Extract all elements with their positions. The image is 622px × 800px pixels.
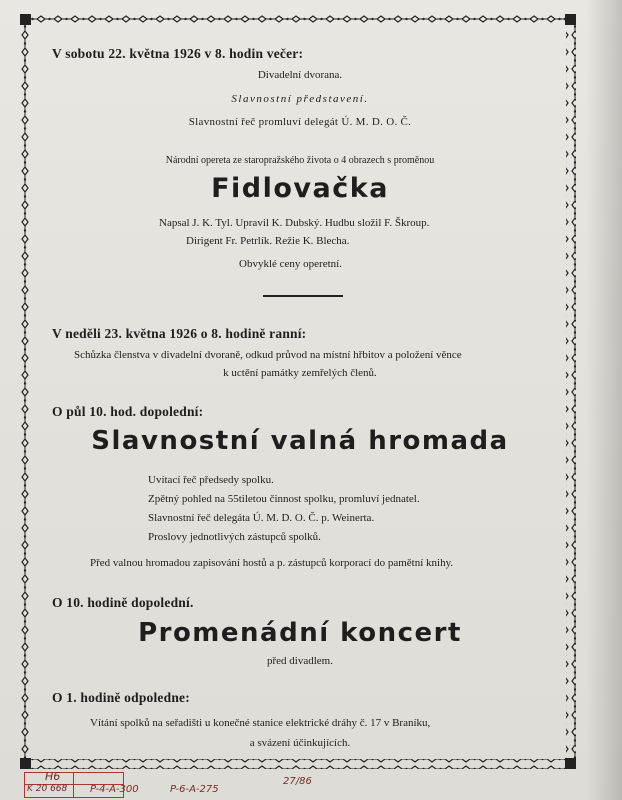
assembly-item-4: Proslovy jednotlivých zástupců spolků.	[148, 531, 321, 543]
stamp-number-top: H6	[45, 770, 61, 783]
credits-line-1: Napsal J. K. Tyl. Upravil K. Dubský. Hudbu složil F. Škroup.	[159, 217, 430, 229]
operetta-intro: Národní opereta ze staropražského života o 4 obrazech s proměnou	[165, 155, 435, 166]
welcome-line-1: Vítání spolků na seřadišti u konečné stanice elektrické dráhy č. 17 v Braníku,	[90, 717, 431, 729]
stamp-divider-vertical	[73, 773, 74, 797]
stamp-number-bottom: K 20 668	[27, 784, 68, 794]
section-heading-half-ten: O půl 10. hod. dopolední:	[52, 404, 204, 419]
section-heading-saturday: V sobotu 22. května 1926 v 8. hodin večer:	[52, 46, 304, 61]
handwritten-code-3: 27/86	[283, 776, 312, 787]
section-heading-one: O 1. hodině odpoledne:	[52, 690, 190, 705]
section-divider	[263, 295, 343, 297]
section-heading-ten: O 10. hodině dopolední.	[52, 595, 194, 610]
guestbook-note: Před valnou hromadou zapisování hostů a p. zástupců korporací do pamětní knihy.	[90, 557, 454, 569]
title-valna-hromada: Slavnostní valná hromada	[91, 426, 509, 456]
credits-line-2: Dirigent Fr. Petrlík. Režie K. Blecha.	[186, 235, 350, 247]
prices-note: Obvyklé ceny operetní.	[239, 258, 342, 270]
assembly-item-1: Uvítací řeč předsedy spolku.	[148, 474, 274, 486]
concert-location: před divadlem.	[267, 655, 333, 667]
assembly-item-2: Zpětný pohled na 55tiletou činnost spolku, promluví jednatel.	[148, 493, 420, 505]
handwritten-code-1: P-4-A-300	[90, 784, 139, 795]
performance-line: Slavnostní představení.	[231, 93, 369, 105]
welcome-line-2: a svázení účinkujících.	[249, 737, 351, 749]
title-koncert: Promenádní koncert	[138, 618, 462, 648]
speech-line: Slavnostní řeč promluví delegát Ú. M. D. O. Č.	[188, 116, 412, 128]
title-fidlovacka: Fidlovačka	[211, 173, 389, 204]
meeting-line-1: Schůzka členstva v divadelní dvoraně, odkud průvod na místní hřbitov a položení věnce	[74, 349, 462, 361]
venue-line: Divadelní dvorana.	[257, 69, 343, 81]
meeting-line-2: k uctění památky zemřelých členů.	[223, 367, 377, 379]
handwritten-code-2: P-6-A-275	[170, 784, 219, 795]
section-heading-sunday: V neděli 23. května 1926 o 8. hodině ranní:	[52, 326, 307, 341]
assembly-item-3: Slavnostní řeč delegáta Ú. M. D. O. Č. p. Weinerta.	[148, 512, 375, 524]
